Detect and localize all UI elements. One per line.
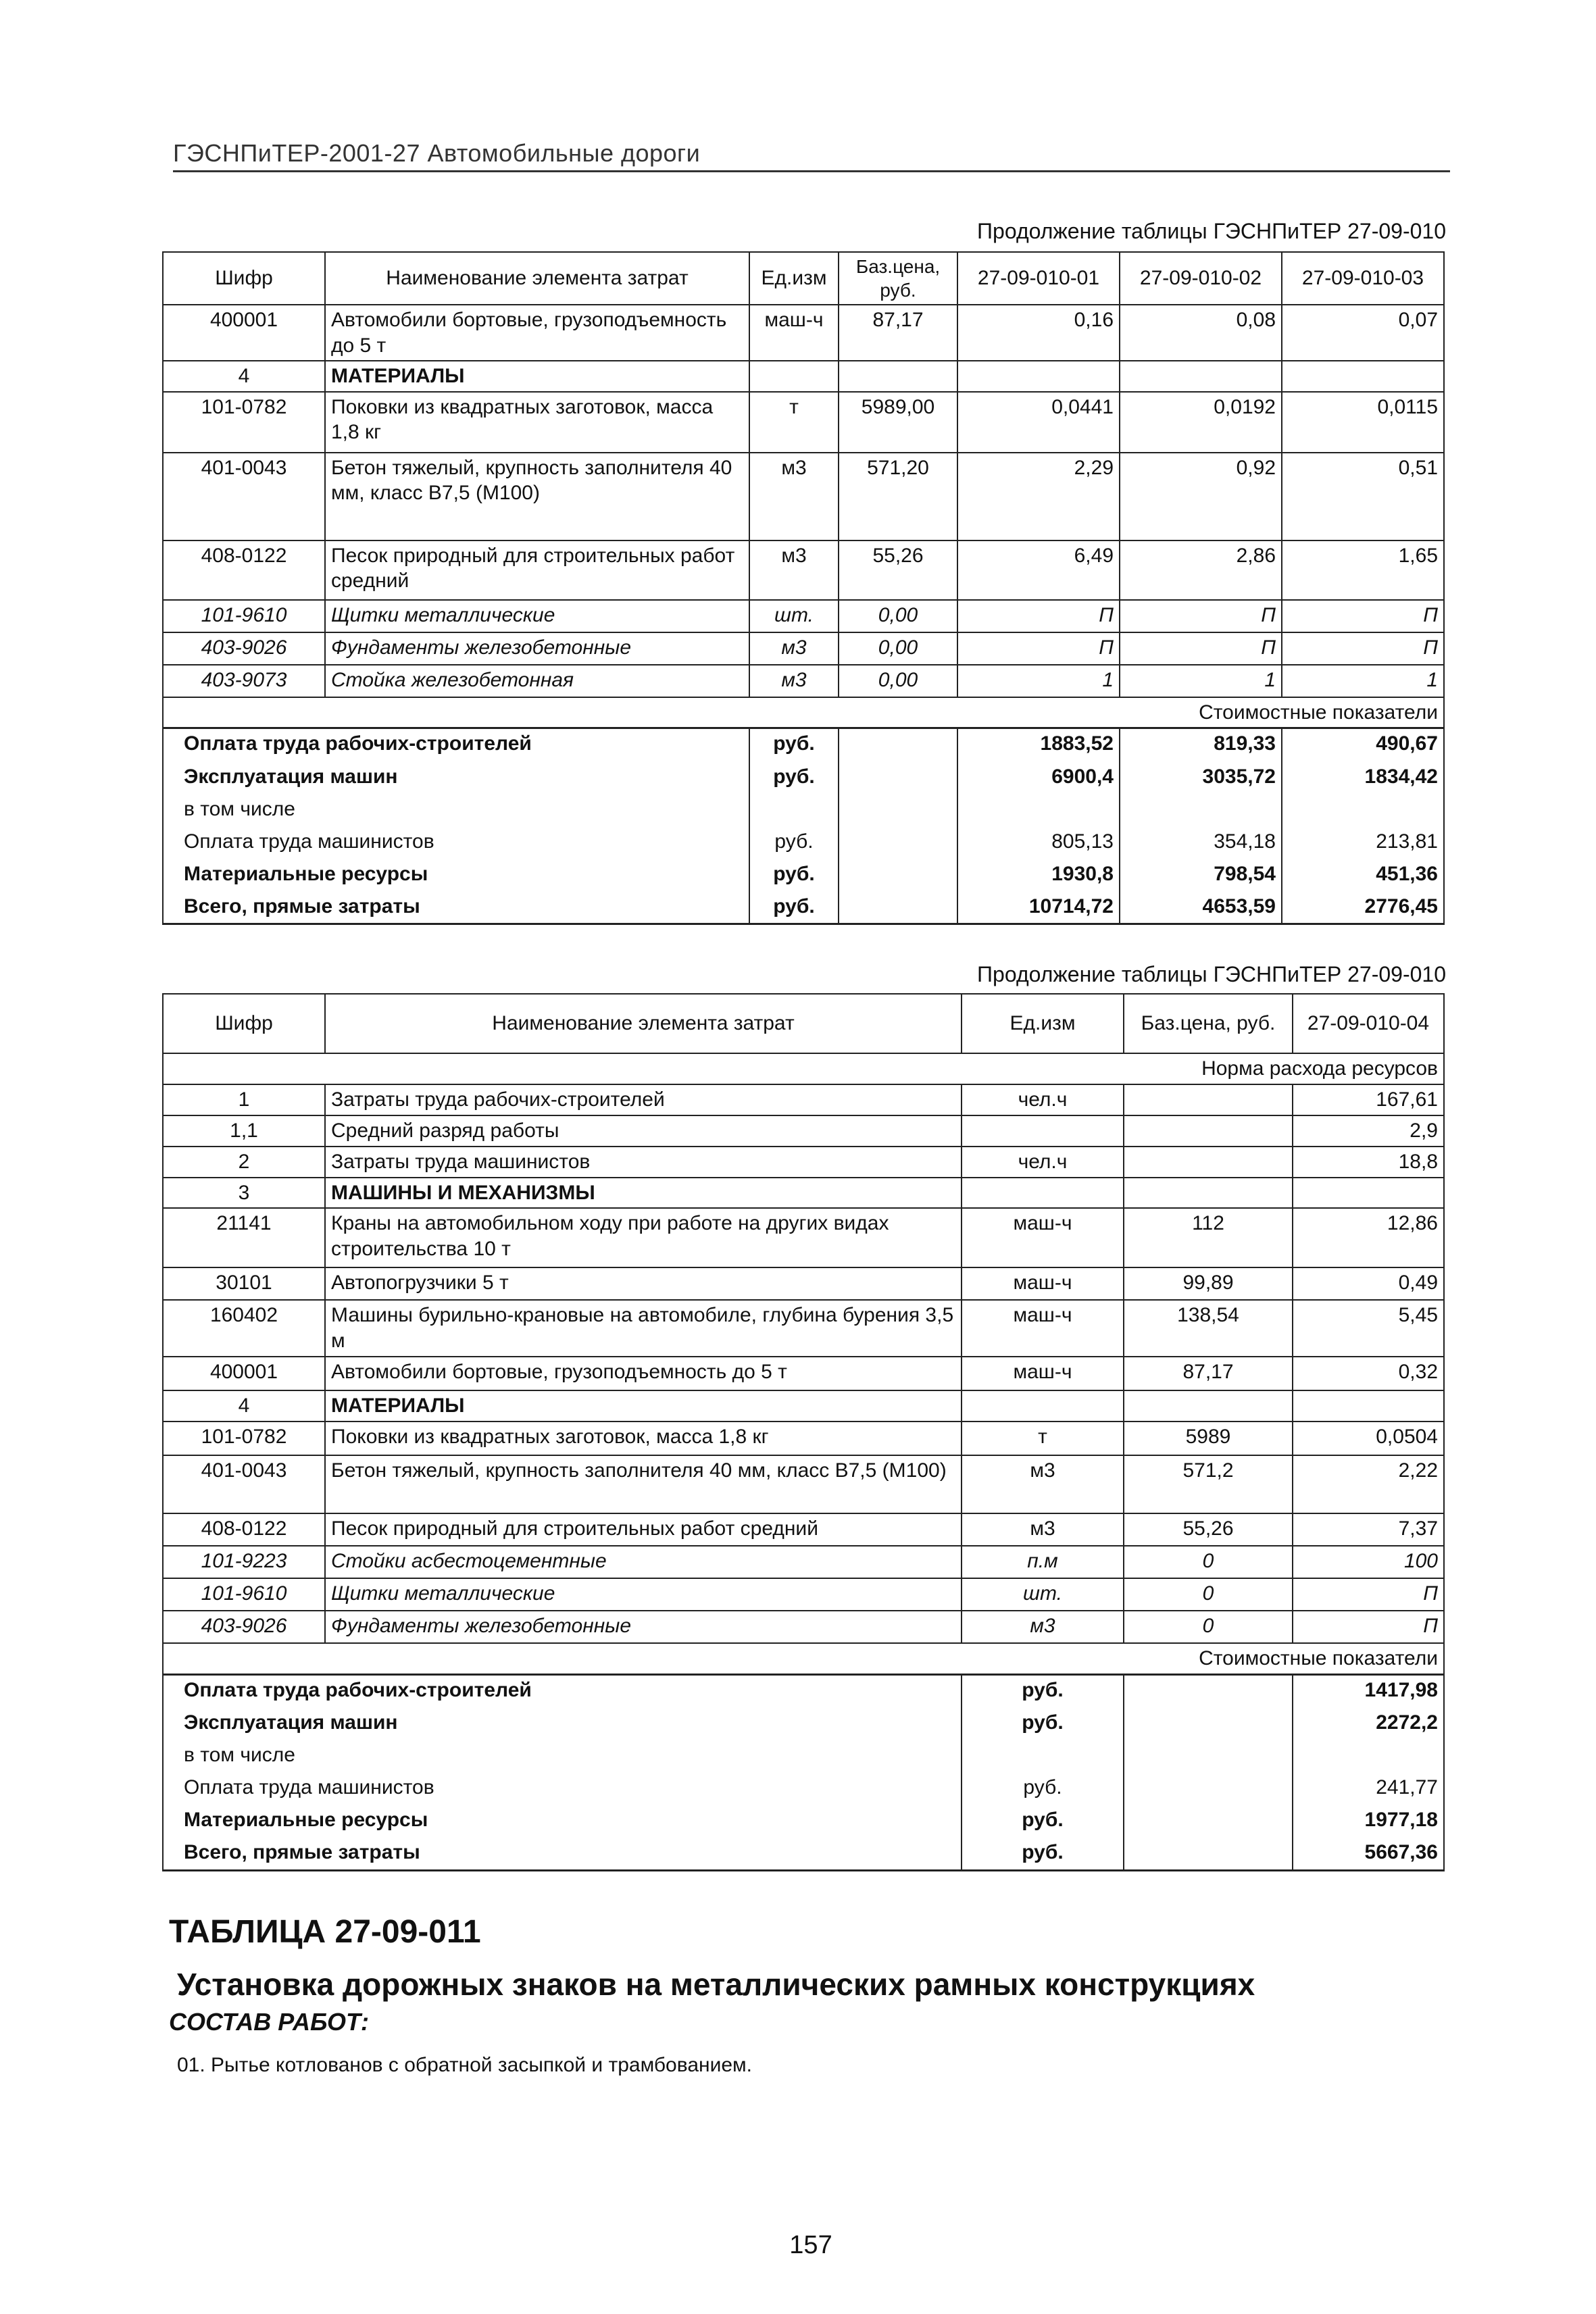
summary-value: 2272,2 xyxy=(1293,1708,1444,1740)
row-name: Песок природный для строительных работ средний xyxy=(325,1513,962,1546)
summary-price xyxy=(839,762,957,795)
summary-value: 1977,18 xyxy=(1293,1805,1444,1838)
summary-value: 6900,4 xyxy=(957,762,1120,795)
table1 xyxy=(162,251,1445,925)
row-name: Поковки из квадратных заготовок, масса 1,8 кг xyxy=(325,392,749,453)
row-value: 0,07 xyxy=(1282,305,1444,361)
row-value: П xyxy=(1293,1578,1444,1611)
row-value: П xyxy=(957,600,1120,632)
summary-label: Эксплуатация машин xyxy=(163,762,749,795)
summary-label: Всего, прямые затраты xyxy=(163,1838,962,1870)
row-code: 21141 xyxy=(163,1208,325,1267)
row-value: П xyxy=(1282,600,1444,632)
row-unit: м3 xyxy=(749,453,839,540)
row-unit xyxy=(749,361,839,392)
row-price: 87,17 xyxy=(1124,1357,1293,1390)
row-price: 0,00 xyxy=(839,665,957,697)
table1-header-row xyxy=(163,252,1444,305)
summary-price xyxy=(1124,1805,1293,1838)
row-value: 0,16 xyxy=(957,305,1120,361)
table-row xyxy=(163,1455,1444,1513)
summary-value: 354,18 xyxy=(1120,827,1282,859)
summary-unit: руб. xyxy=(962,1708,1124,1740)
row-price: 571,20 xyxy=(839,453,957,540)
row-price xyxy=(1124,1115,1293,1147)
summary-label: в том числе xyxy=(163,1740,962,1773)
row-price: 99,89 xyxy=(1124,1267,1293,1300)
row-unit xyxy=(962,1390,1124,1422)
section-title: Установка дорожных знаков на металлических рамных конструкциях xyxy=(177,1967,1255,2002)
row-unit xyxy=(962,1115,1124,1147)
row-value xyxy=(1120,361,1282,392)
row-value: 6,49 xyxy=(957,540,1120,600)
row-value xyxy=(1293,1178,1444,1209)
row-unit: чел.ч xyxy=(962,1147,1124,1178)
summary-value: 10714,72 xyxy=(957,892,1120,924)
summary-unit: руб. xyxy=(962,1838,1124,1870)
table2-header-col1: 27-09-010-04 xyxy=(1293,994,1444,1053)
table-row xyxy=(163,305,1444,361)
summary-value: 819,33 xyxy=(1120,728,1282,762)
summary-price xyxy=(1124,1708,1293,1740)
row-unit: маш-ч xyxy=(962,1357,1124,1390)
summary-row xyxy=(163,795,1444,827)
row-value: 7,37 xyxy=(1293,1513,1444,1546)
summary-price xyxy=(839,795,957,827)
table-row xyxy=(163,392,1444,453)
table-row xyxy=(163,540,1444,600)
table-row xyxy=(163,1178,1444,1209)
row-value: 0,92 xyxy=(1120,453,1282,540)
summary-value: 1417,98 xyxy=(1293,1674,1444,1708)
summary-value xyxy=(1282,795,1444,827)
table1-header-col1: 27-09-010-01 xyxy=(957,252,1120,305)
cost-band-label: Стоимостные показатели xyxy=(163,1643,1444,1674)
table-row xyxy=(163,632,1444,665)
summary-label: Оплата труда машинистов xyxy=(163,1773,962,1805)
table-row xyxy=(163,600,1444,632)
table1-header-price: Баз.цена, руб. xyxy=(839,252,957,305)
summary-row xyxy=(163,1740,1444,1773)
row-unit: м3 xyxy=(962,1611,1124,1643)
row-code: 401-0043 xyxy=(163,453,325,540)
row-value: 0,0115 xyxy=(1282,392,1444,453)
table-row xyxy=(163,1390,1444,1422)
row-code: 1 xyxy=(163,1084,325,1115)
row-unit: т xyxy=(749,392,839,453)
row-code: 3 xyxy=(163,1178,325,1209)
row-code: 408-0122 xyxy=(163,540,325,600)
row-value: П xyxy=(1293,1611,1444,1643)
row-value: П xyxy=(1120,632,1282,665)
row-name: Автомобили бортовые, грузоподъемность до 5 т xyxy=(325,1357,962,1390)
norm-band-label: Норма расхода ресурсов xyxy=(163,1053,1444,1084)
summary-value: 2776,45 xyxy=(1282,892,1444,924)
summary-row xyxy=(163,1674,1444,1708)
summary-value: 805,13 xyxy=(957,827,1120,859)
summary-value: 241,77 xyxy=(1293,1773,1444,1805)
row-name: Затраты труда рабочих-строителей xyxy=(325,1084,962,1115)
table-row xyxy=(163,1578,1444,1611)
row-unit: м3 xyxy=(749,540,839,600)
summary-price xyxy=(839,728,957,762)
table-row xyxy=(163,1513,1444,1546)
row-price: 55,26 xyxy=(839,540,957,600)
running-header: ГЭСНПиТЕР-2001-27 Автомобильные дороги xyxy=(173,139,1450,172)
section-heading: МАШИНЫ И МЕХАНИЗМЫ xyxy=(325,1178,962,1209)
row-price xyxy=(1124,1178,1293,1209)
row-unit xyxy=(962,1178,1124,1209)
summary-value: 5667,36 xyxy=(1293,1838,1444,1870)
table-row xyxy=(163,665,1444,697)
summary-label: Материальные ресурсы xyxy=(163,1805,962,1838)
row-price: 138,54 xyxy=(1124,1300,1293,1357)
row-price: 0 xyxy=(1124,1578,1293,1611)
summary-value: 1834,42 xyxy=(1282,762,1444,795)
row-price: 0 xyxy=(1124,1611,1293,1643)
summary-value xyxy=(1120,795,1282,827)
row-value: 1 xyxy=(957,665,1120,697)
summary-price xyxy=(839,892,957,924)
row-price: 87,17 xyxy=(839,305,957,361)
row-price: 5989 xyxy=(1124,1422,1293,1455)
summary-label: Материальные ресурсы xyxy=(163,859,749,892)
summary-unit: руб. xyxy=(749,728,839,762)
row-price xyxy=(839,361,957,392)
section-heading: МАТЕРИАЛЫ xyxy=(325,361,749,392)
row-code: 1,1 xyxy=(163,1115,325,1147)
row-value xyxy=(1293,1390,1444,1422)
table-row xyxy=(163,1115,1444,1147)
row-value xyxy=(1282,361,1444,392)
table2-header-name: Наименование элемента затрат xyxy=(325,994,962,1053)
table-row xyxy=(163,1357,1444,1390)
summary-row xyxy=(163,1805,1444,1838)
table2-caption: Продолжение таблицы ГЭСНПиТЕР 27-09-010 xyxy=(977,962,1446,986)
row-code: 408-0122 xyxy=(163,1513,325,1546)
table2-header-price: Баз.цена, руб. xyxy=(1124,994,1293,1053)
summary-row xyxy=(163,728,1444,762)
row-unit: маш-ч xyxy=(962,1208,1124,1267)
table-row xyxy=(163,1147,1444,1178)
row-name: Автомобили бортовые, грузоподъемность до 5 т xyxy=(325,305,749,361)
row-price: 571,2 xyxy=(1124,1455,1293,1513)
row-value: 2,9 xyxy=(1293,1115,1444,1147)
summary-value: 451,36 xyxy=(1282,859,1444,892)
table1-header-col2: 27-09-010-02 xyxy=(1120,252,1282,305)
row-value: 1 xyxy=(1282,665,1444,697)
row-price: 55,26 xyxy=(1124,1513,1293,1546)
summary-row xyxy=(163,892,1444,924)
summary-value: 4653,59 xyxy=(1120,892,1282,924)
table-row xyxy=(163,453,1444,540)
cost-band-row xyxy=(163,1643,1444,1674)
table2-header-row xyxy=(163,994,1444,1053)
summary-price xyxy=(1124,1838,1293,1870)
row-name: Фундаменты железобетонные xyxy=(325,632,749,665)
summary-unit: руб. xyxy=(749,762,839,795)
table-row xyxy=(163,1300,1444,1357)
summary-row xyxy=(163,827,1444,859)
row-unit: маш-ч xyxy=(749,305,839,361)
row-name: Машины бурильно-крановые на автомобиле, глубина бурения 3,5 м xyxy=(325,1300,962,1357)
summary-price xyxy=(839,827,957,859)
row-code: 403-9026 xyxy=(163,632,325,665)
row-value: П xyxy=(1282,632,1444,665)
row-code: 101-0782 xyxy=(163,392,325,453)
table1-header-unit: Ед.изм xyxy=(749,252,839,305)
row-name: Бетон тяжелый, крупность заполнителя 40 мм, класс В7,5 (М100) xyxy=(325,1455,962,1513)
table1-caption: Продолжение таблицы ГЭСНПиТЕР 27-09-010 xyxy=(977,219,1446,243)
table-row xyxy=(163,361,1444,392)
row-unit: м3 xyxy=(962,1513,1124,1546)
row-code: 4 xyxy=(163,361,325,392)
summary-value: 1883,52 xyxy=(957,728,1120,762)
row-unit: т xyxy=(962,1422,1124,1455)
row-price: 5989,00 xyxy=(839,392,957,453)
row-name: Щитки металлические xyxy=(325,600,749,632)
summary-label: Оплата труда машинистов xyxy=(163,827,749,859)
summary-row xyxy=(163,1708,1444,1740)
summary-unit xyxy=(962,1740,1124,1773)
table-heading: ТАБЛИЦА 27-09-011 xyxy=(169,1914,481,1950)
summary-value xyxy=(957,795,1120,827)
row-name: Затраты труда машинистов xyxy=(325,1147,962,1178)
row-unit: шт. xyxy=(749,600,839,632)
summary-row xyxy=(163,1773,1444,1805)
summary-value: 1930,8 xyxy=(957,859,1120,892)
table-row xyxy=(163,1084,1444,1115)
row-name: Краны на автомобильном ходу при работе на других видах строительства 10 т xyxy=(325,1208,962,1267)
page-number: 157 xyxy=(789,2231,832,2259)
row-value: 2,22 xyxy=(1293,1455,1444,1513)
row-value: 2,29 xyxy=(957,453,1120,540)
row-value: 18,8 xyxy=(1293,1147,1444,1178)
row-code: 403-9026 xyxy=(163,1611,325,1643)
summary-value: 798,54 xyxy=(1120,859,1282,892)
row-code: 101-9223 xyxy=(163,1546,325,1578)
summary-label: Эксплуатация машин xyxy=(163,1708,962,1740)
summary-unit: руб. xyxy=(962,1773,1124,1805)
row-code: 30101 xyxy=(163,1267,325,1300)
row-price xyxy=(1124,1084,1293,1115)
row-value xyxy=(957,361,1120,392)
row-value: 167,61 xyxy=(1293,1084,1444,1115)
row-value: 5,45 xyxy=(1293,1300,1444,1357)
row-price: 0,00 xyxy=(839,600,957,632)
summary-row xyxy=(163,1838,1444,1870)
row-unit: м3 xyxy=(962,1455,1124,1513)
table-row xyxy=(163,1611,1444,1643)
summary-label: Всего, прямые затраты xyxy=(163,892,749,924)
row-price xyxy=(1124,1147,1293,1178)
table-row xyxy=(163,1546,1444,1578)
row-code: 400001 xyxy=(163,1357,325,1390)
summary-price xyxy=(839,859,957,892)
table1-header-name: Наименование элемента затрат xyxy=(325,252,749,305)
summary-label: в том числе xyxy=(163,795,749,827)
row-value: 1,65 xyxy=(1282,540,1444,600)
work-item: 01. Рытье котлованов с обратной засыпкой и трамбованием. xyxy=(177,2054,753,2076)
row-value: 100 xyxy=(1293,1546,1444,1578)
summary-row xyxy=(163,762,1444,795)
summary-label: Оплата труда рабочих-строителей xyxy=(163,728,749,762)
summary-unit xyxy=(749,795,839,827)
row-code: 160402 xyxy=(163,1300,325,1357)
row-value: 0,0441 xyxy=(957,392,1120,453)
row-name: Автопогрузчики 5 т xyxy=(325,1267,962,1300)
composition-heading: СОСТАВ РАБОТ: xyxy=(169,2008,369,2036)
row-value: 0,51 xyxy=(1282,453,1444,540)
row-name: Средний разряд работы xyxy=(325,1115,962,1147)
table1-header-col3: 27-09-010-03 xyxy=(1282,252,1444,305)
norm-band-row xyxy=(163,1053,1444,1084)
summary-label: Оплата труда рабочих-строителей xyxy=(163,1674,962,1708)
summary-row xyxy=(163,859,1444,892)
summary-price xyxy=(1124,1773,1293,1805)
row-code: 2 xyxy=(163,1147,325,1178)
row-price: 0,00 xyxy=(839,632,957,665)
row-value: 0,08 xyxy=(1120,305,1282,361)
row-value: 0,0192 xyxy=(1120,392,1282,453)
summary-value: 490,67 xyxy=(1282,728,1444,762)
table2 xyxy=(162,993,1445,1871)
row-value: 0,0504 xyxy=(1293,1422,1444,1455)
row-name: Песок природный для строительных работ средний xyxy=(325,540,749,600)
row-value: 2,86 xyxy=(1120,540,1282,600)
row-value: 0,32 xyxy=(1293,1357,1444,1390)
cost-band-label: Стоимостные показатели xyxy=(163,697,1444,728)
table2-header-code: Шифр xyxy=(163,994,325,1053)
summary-unit: руб. xyxy=(962,1674,1124,1708)
row-name: Щитки металлические xyxy=(325,1578,962,1611)
row-name: Бетон тяжелый, крупность заполнителя 40 мм, класс В7,5 (М100) xyxy=(325,453,749,540)
row-code: 101-9610 xyxy=(163,600,325,632)
section-heading: МАТЕРИАЛЫ xyxy=(325,1390,962,1422)
row-unit: п.м xyxy=(962,1546,1124,1578)
table-row xyxy=(163,1422,1444,1455)
summary-unit: руб. xyxy=(962,1805,1124,1838)
summary-unit: руб. xyxy=(749,859,839,892)
row-value: П xyxy=(1120,600,1282,632)
row-code: 4 xyxy=(163,1390,325,1422)
row-code: 101-9610 xyxy=(163,1578,325,1611)
summary-unit: руб. xyxy=(749,827,839,859)
row-value: 0,49 xyxy=(1293,1267,1444,1300)
table-row xyxy=(163,1208,1444,1267)
row-price: 112 xyxy=(1124,1208,1293,1267)
row-unit: маш-ч xyxy=(962,1300,1124,1357)
summary-value: 3035,72 xyxy=(1120,762,1282,795)
summary-price xyxy=(1124,1674,1293,1708)
row-unit: чел.ч xyxy=(962,1084,1124,1115)
row-unit: маш-ч xyxy=(962,1267,1124,1300)
table1-header-code: Шифр xyxy=(163,252,325,305)
summary-price xyxy=(1124,1740,1293,1773)
row-code: 403-9073 xyxy=(163,665,325,697)
row-value: 12,86 xyxy=(1293,1208,1444,1267)
row-value: П xyxy=(957,632,1120,665)
cost-band-row xyxy=(163,697,1444,728)
row-unit: шт. xyxy=(962,1578,1124,1611)
row-name: Стойки асбестоцементные xyxy=(325,1546,962,1578)
table2-header-unit: Ед.изм xyxy=(962,994,1124,1053)
row-name: Фундаменты железобетонные xyxy=(325,1611,962,1643)
summary-value: 213,81 xyxy=(1282,827,1444,859)
row-price xyxy=(1124,1390,1293,1422)
row-name: Стойка железобетонная xyxy=(325,665,749,697)
row-price: 0 xyxy=(1124,1546,1293,1578)
table-row xyxy=(163,1267,1444,1300)
summary-value xyxy=(1293,1740,1444,1773)
row-name: Поковки из квадратных заготовок, масса 1,8 кг xyxy=(325,1422,962,1455)
row-value: 1 xyxy=(1120,665,1282,697)
row-unit: м3 xyxy=(749,665,839,697)
row-code: 400001 xyxy=(163,305,325,361)
summary-unit: руб. xyxy=(749,892,839,924)
row-code: 101-0782 xyxy=(163,1422,325,1455)
row-unit: м3 xyxy=(749,632,839,665)
row-code: 401-0043 xyxy=(163,1455,325,1513)
